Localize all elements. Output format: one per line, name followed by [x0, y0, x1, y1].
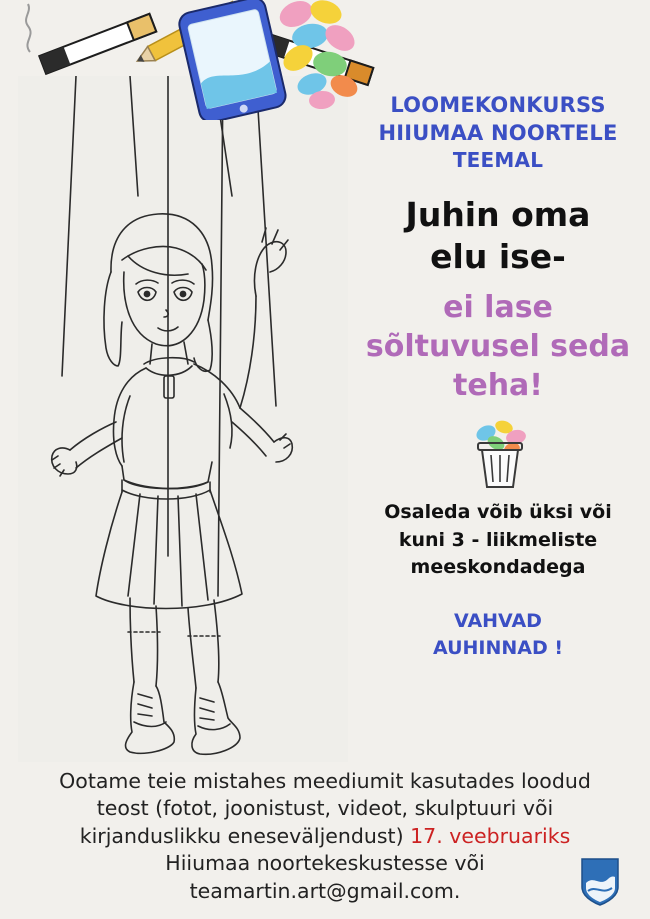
team-rules: [352, 499, 644, 582]
trash-bin-graphic: [352, 419, 644, 489]
slogan-black: [352, 194, 644, 278]
illustration-panel: [18, 76, 348, 762]
marionette-girl-drawing: [18, 76, 348, 762]
prizes-text: [352, 608, 644, 662]
prizes-line-1: VAHVAD: [454, 609, 542, 632]
team-rules-line-3: meeskondadega: [410, 556, 586, 579]
headline-line-3: TEEMAL: [452, 148, 544, 173]
submission-email: teamartin.art@gmail.com.: [189, 878, 461, 903]
slogan-line-5: teha!: [453, 368, 543, 404]
hiiumaa-logo: [578, 857, 622, 907]
submission-line-1: Ootame teie mistahes meediumit kasutades loodud: [59, 769, 591, 793]
prizes-line-2: AUHINNAD !: [432, 636, 564, 659]
right-text-column: [352, 92, 644, 662]
deadline-date: 17. veebruariks: [410, 823, 571, 848]
slogan-line-2: elu ise-: [430, 237, 566, 277]
team-rules-line-2: kuni 3 - liikmeliste: [398, 528, 598, 551]
headline-line-2: HIIUMAA NOORTELE: [378, 120, 618, 145]
slogan-line-1: Juhin oma: [405, 194, 591, 234]
slogan-line-4: sõltuvusel seda: [365, 329, 631, 365]
trash-bin-icon: [352, 419, 644, 489]
submission-line-3: [14, 823, 636, 850]
submission-line-2: teost (fotot, joonistust, videot, skulptuuri või: [96, 796, 554, 821]
submission-line-3-text: kirjanduslikku eneseväljendust): [79, 823, 404, 848]
submission-line-4: Hiiumaa noortekeskustesse või: [165, 851, 485, 876]
top-collage: [10, 0, 410, 120]
headline-line-1: LOOMEKONKURSS: [390, 93, 606, 117]
slogan-purple: [352, 288, 644, 405]
submission-info: [0, 768, 650, 905]
slogan-line-3: ei lase: [443, 290, 553, 326]
team-rules-line-1: Osaleda võib üksi või: [384, 501, 612, 524]
